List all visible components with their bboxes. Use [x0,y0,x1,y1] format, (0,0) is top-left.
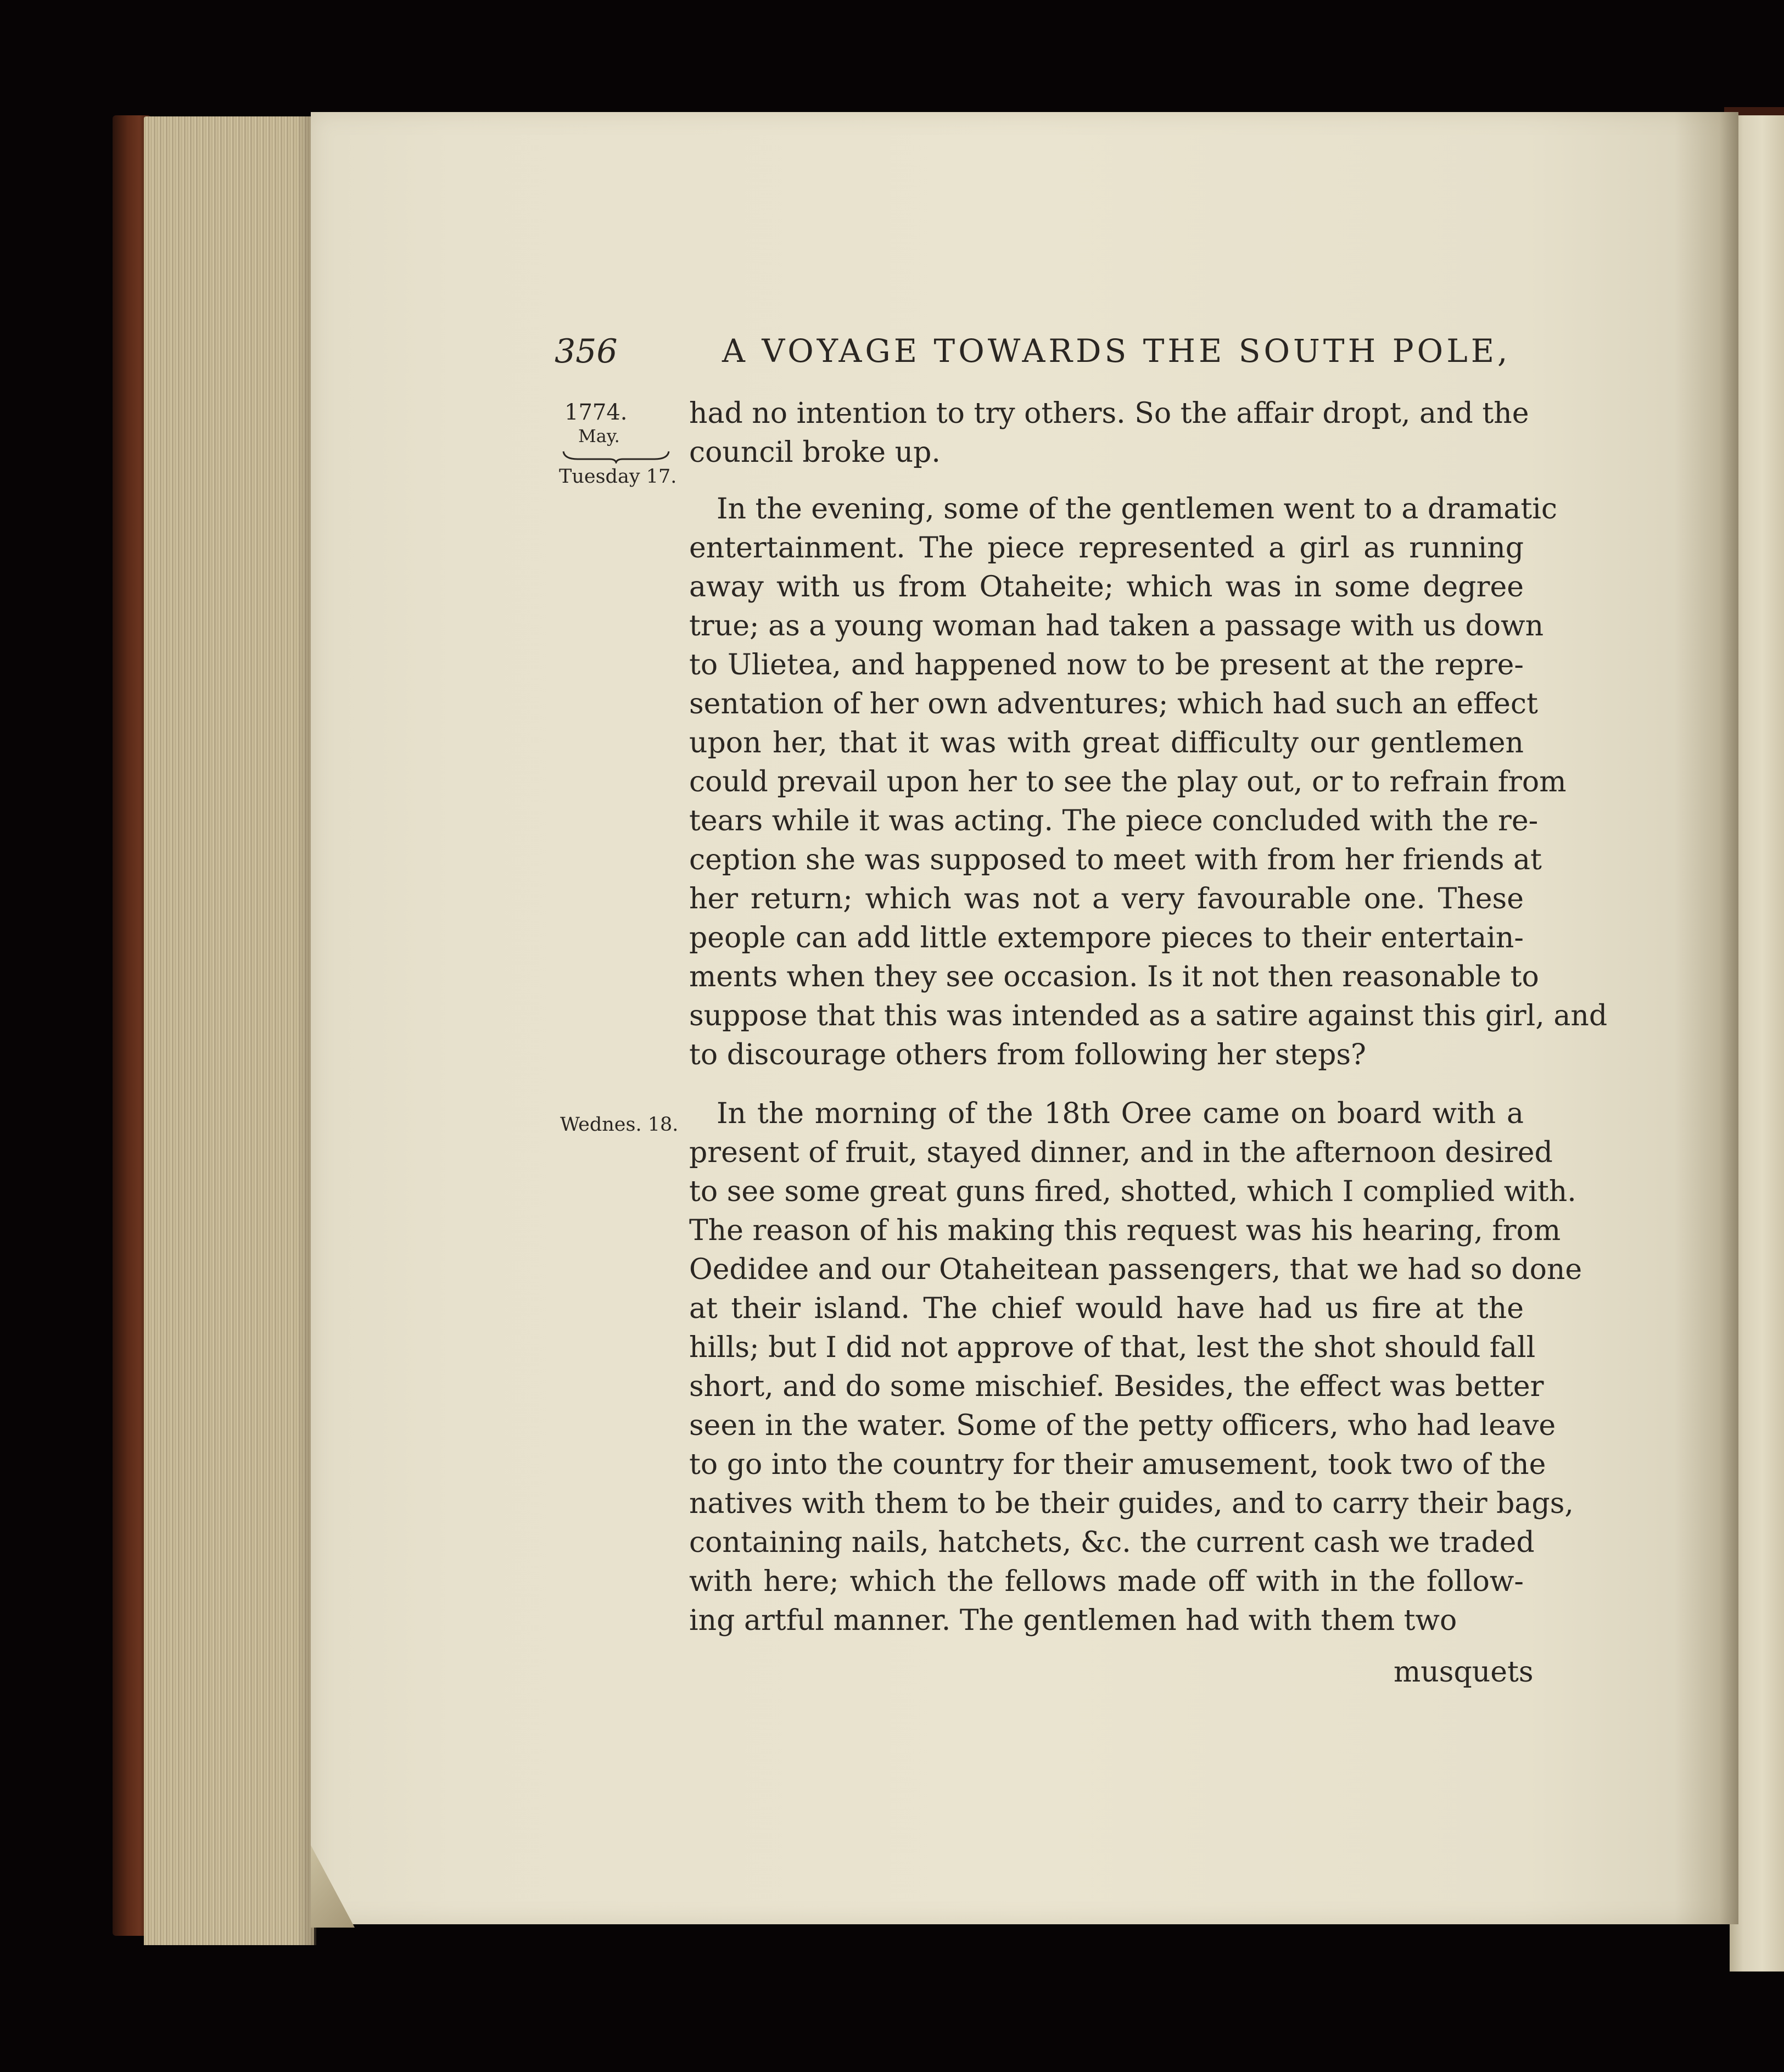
text-line: seen in the water. Some of the petty officers, who had leave [689,1409,1556,1442]
text-line: at their island. The chief would have had us fire at the [689,1292,1524,1325]
catchword: musquets [1394,1656,1534,1689]
text-line: present of fruit, stayed dinner, and in the afternoon desired [689,1136,1553,1169]
paragraph-1 [689,394,1529,472]
text-line: away with us from Otaheite; which was in some degree [689,571,1524,604]
running-title: A VOYAGE TOWARDS THE SOUTH POLE, [722,332,1511,370]
text-line: upon her, that it was with great difficulty our gentlemen [689,727,1524,759]
margin-year: 1774. [564,400,628,425]
text-line: In the evening, some of the gentlemen went to a dramatic [717,493,1558,526]
text-line: containing nails, hatchets, &c. the current cash we traded [689,1526,1535,1559]
page-edges [144,116,314,1945]
text-line: entertainment. The piece represented a girl as running [689,532,1524,565]
text-line: true; as a young woman had taken a passage with us down [689,610,1544,643]
margin-date-wednesday: Wednes. 18. [560,1114,679,1136]
text-line: natives with them to be their guides, and to carry their bags, [689,1487,1574,1520]
text-line: to Ulietea, and happened now to be present at the repre- [689,649,1524,682]
text-line: tears while it was acting. The piece concluded with the re- [689,805,1539,837]
text-line: sentation of her own adventures; which had such an effect [689,688,1538,721]
text-line: short, and do some mischief. Besides, the effect was better [689,1370,1544,1403]
text-line: could prevail upon her to see the play out, or to refrain from [689,766,1567,798]
text-line: people can add little extempore pieces to their entertain- [689,921,1524,954]
text-line: to see some great guns fired, shotted, which I complied with. [689,1175,1576,1208]
text-line: council broke up. [689,436,941,469]
text-line: Oedidee and our Otaheitean passengers, that we had so done [689,1253,1582,1286]
text-line: In the morning of the 18th Oree came on board with a [717,1097,1524,1130]
text-line: hills; but I did not approve of that, lest the shot should fall [689,1331,1536,1364]
text-line: to discourage others from following her steps? [689,1038,1366,1071]
text-line: had no intention to try others. So the affair dropt, and the [689,397,1529,430]
text-line: her return; which was not a very favourable one. These [689,883,1524,915]
paragraph-3 [689,1094,1582,1640]
text-line: with here; which the fellows made off with in the follow- [689,1565,1524,1598]
text-line: ing artful manner. The gentlemen had with them two [689,1604,1457,1637]
page-number: 356 [555,332,618,371]
margin-brace [561,449,671,463]
text-line: to go into the country for their amusement, took two of the [689,1448,1546,1481]
margin-date-tuesday: Tuesday 17. [559,466,677,488]
margin-month: May. [578,426,620,446]
page-gutter [1675,112,1738,1924]
text-line: The reason of his making this request was his hearing, from [689,1214,1561,1247]
paragraph-2 [689,490,1608,1075]
text-line: suppose that this was intended as a satire against this girl, and [689,999,1608,1032]
text-line: ception she was supposed to meet with from her friends at [689,844,1542,876]
text-line: ments when they see occasion. Is it not then reasonable to [689,960,1539,993]
